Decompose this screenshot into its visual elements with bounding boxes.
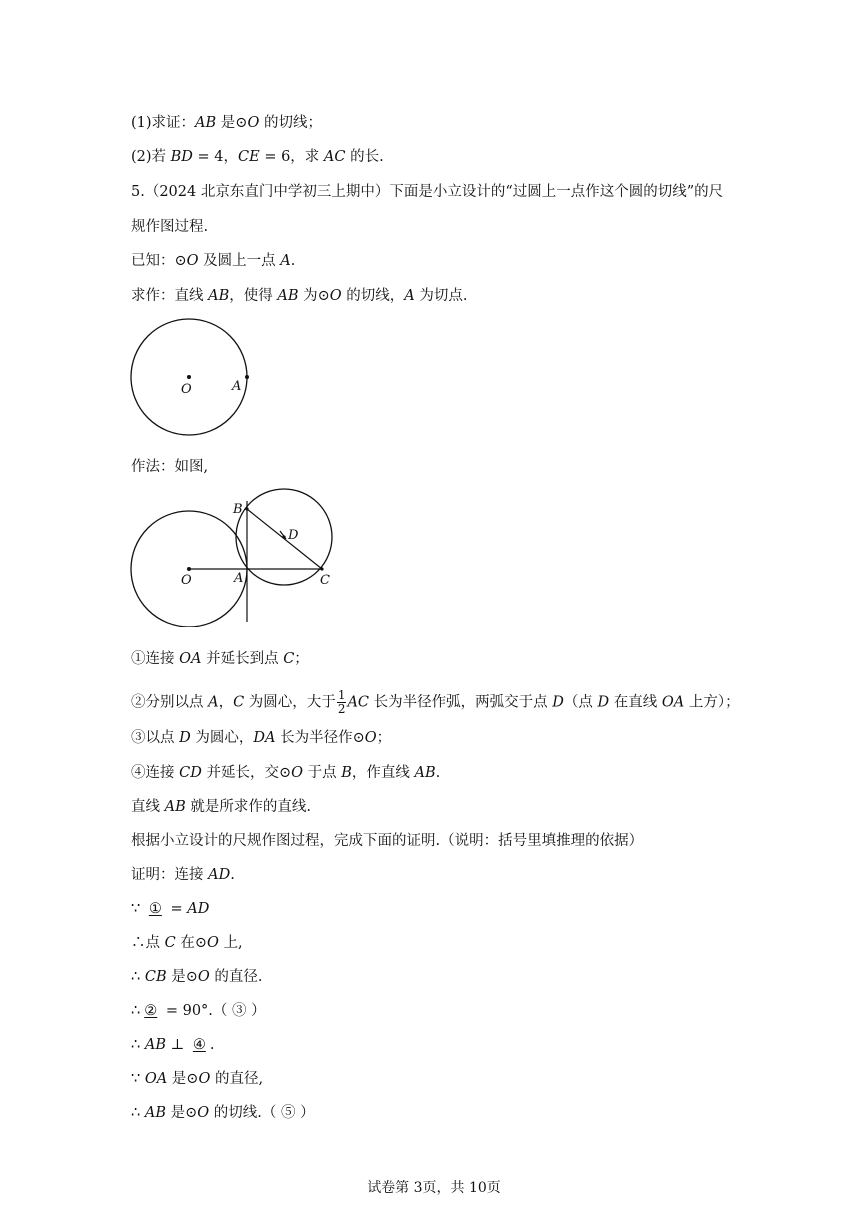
text: . — [230, 867, 235, 883]
text: ②分别以点 — [131, 694, 209, 711]
text: 就是所求作的直线. — [185, 799, 311, 815]
var: AB — [195, 115, 217, 131]
text: 是⊙ — [166, 969, 198, 985]
label-a: A — [232, 379, 242, 394]
text: 的切线.（ ⑤ ） — [209, 1105, 315, 1121]
text: 在⊙ — [175, 935, 207, 951]
text: 是⊙ — [167, 1071, 199, 1087]
proof-line-8 — [131, 1103, 315, 1123]
blank-2: ② — [144, 1003, 158, 1019]
var: AD — [187, 901, 210, 917]
text: 的长. — [345, 149, 384, 165]
var: AB — [208, 288, 230, 304]
blank-1: ① — [148, 901, 162, 917]
text: . — [209, 1037, 215, 1053]
text: ∴ — [131, 1105, 145, 1121]
given-line — [131, 251, 295, 271]
text: 是⊙ — [165, 1105, 198, 1121]
step-3 — [131, 728, 391, 748]
figure-1-circle — [125, 312, 265, 442]
text: 长为半径作⊙ — [275, 730, 365, 746]
var: O — [206, 935, 219, 951]
text: 为切点. — [414, 288, 468, 304]
var: C — [283, 651, 295, 667]
construct-goal-line — [131, 286, 467, 306]
text: 的直径. — [209, 969, 263, 985]
text: ①连接 — [131, 651, 180, 667]
proof-line-2 — [131, 899, 209, 919]
var: AB — [144, 1105, 166, 1121]
text: 长为半径作弧，两弧交于点 — [369, 694, 553, 711]
point-a — [245, 375, 249, 379]
text: . — [435, 765, 441, 781]
var: O — [197, 1105, 210, 1121]
text: ∴点 — [131, 935, 165, 951]
text: ④连接 — [131, 765, 180, 781]
label-o: O — [181, 382, 192, 397]
fraction-numerator: 1 — [337, 688, 346, 702]
proof-line-6 — [131, 1035, 214, 1055]
proof-line-4 — [131, 967, 262, 987]
text: ③以点 — [131, 730, 180, 746]
question-5-title-cont: 规作图过程. — [131, 219, 209, 235]
label-b: B — [233, 502, 243, 517]
point-o — [187, 375, 191, 379]
text: ∴ — [131, 969, 145, 985]
point-o — [187, 567, 191, 571]
question-part-2 — [131, 147, 384, 167]
text: ∴ — [131, 1003, 141, 1019]
proof-line-5 — [131, 1001, 266, 1021]
question-part-1 — [131, 113, 322, 133]
text: 是⊙ — [216, 115, 248, 131]
var: D — [179, 730, 191, 746]
text: 已知：⊙ — [131, 253, 187, 269]
var: O — [197, 969, 210, 985]
text: 并延长，交⊙ — [201, 765, 292, 781]
text: ∵ — [131, 1071, 145, 1087]
text: 于点 — [303, 765, 342, 781]
proof-line-7 — [131, 1069, 263, 1089]
var: AB — [164, 799, 186, 815]
text: ∴ — [131, 1037, 145, 1053]
point-c — [320, 567, 323, 570]
var: O — [364, 730, 377, 746]
text: 及圆上一点 — [198, 253, 281, 269]
text: （点 — [563, 694, 598, 711]
var: CB — [144, 969, 167, 985]
var: O — [198, 1071, 211, 1087]
step-1 — [131, 649, 309, 669]
var: CE — [238, 149, 260, 165]
proof-instruction: 根据小立设计的尺规作图过程，完成下面的证明.（说明：括号里填推理的依据） — [131, 833, 644, 849]
proof-line-1 — [131, 865, 235, 885]
text: = 6，求 — [259, 149, 324, 165]
line-bc — [247, 509, 322, 569]
label-a: A — [234, 571, 244, 586]
var: D — [597, 694, 610, 711]
text: 并延长到点 — [201, 651, 284, 667]
var: D — [552, 694, 564, 711]
var: OA — [144, 1071, 168, 1087]
question-5-title: 5.（2024 北京东直门中学初三上期中）下面是小立设计的“过圆上一点作这个圆的切线”的尺 — [131, 184, 724, 200]
figure-2-construction — [125, 487, 340, 627]
point-b — [245, 507, 248, 510]
var: OA — [179, 651, 202, 667]
var: BD — [170, 149, 193, 165]
var: OA — [661, 694, 685, 711]
text: ，作直线 — [351, 765, 415, 781]
var: AC — [347, 694, 370, 711]
step-conclusion — [131, 797, 311, 817]
step-4 — [131, 763, 440, 783]
var: O — [329, 288, 342, 304]
var: C — [233, 694, 245, 711]
text: 上方）； — [684, 694, 740, 711]
fraction-denominator: 2 — [337, 702, 346, 716]
text: 直线 — [131, 799, 165, 815]
text: 的直径, — [210, 1071, 264, 1087]
text: ， — [218, 694, 234, 711]
text: 在直线 — [609, 694, 662, 711]
var: B — [341, 765, 352, 781]
page-footer: 试卷第 3页，共 10页 — [367, 1180, 501, 1196]
text: = 4， — [192, 149, 239, 165]
text: 的切线； — [259, 115, 322, 131]
label-o: O — [181, 573, 192, 588]
var: O — [247, 115, 260, 131]
var: C — [164, 935, 176, 951]
blank-4: ④ — [192, 1037, 206, 1053]
var: DA — [253, 730, 276, 746]
label-c: C — [320, 573, 330, 588]
point-d — [282, 535, 285, 538]
text: = — [165, 901, 188, 917]
var: AB — [277, 288, 299, 304]
text: 证明：连接 — [131, 867, 209, 883]
var: A — [208, 694, 219, 711]
var: A — [404, 288, 415, 304]
text: ∵ — [131, 901, 145, 917]
text: 为⊙ — [298, 288, 330, 304]
proof-line-3 — [131, 933, 243, 953]
text: ； — [376, 730, 392, 746]
text: (2)若 — [131, 149, 171, 165]
var: A — [280, 253, 291, 269]
label-d: D — [288, 528, 299, 543]
var: CD — [179, 765, 202, 781]
var: AD — [208, 867, 231, 883]
var: O — [291, 765, 303, 781]
text: = 90°.（ ③ ） — [161, 1003, 266, 1019]
text: ⊥ — [165, 1037, 189, 1053]
text: 上, — [218, 935, 243, 951]
var: AB — [144, 1037, 166, 1053]
method-heading: 作法：如图, — [131, 459, 209, 475]
step-2 — [131, 689, 740, 716]
var: O — [186, 253, 199, 269]
text: (1)求证： — [131, 115, 196, 131]
text: ，使得 — [229, 288, 278, 304]
var: AC — [323, 149, 346, 165]
text: ； — [294, 651, 309, 667]
text: 的切线， — [341, 288, 405, 304]
text: 为圆心，大于 — [244, 694, 336, 711]
fraction-half — [337, 689, 347, 716]
text: 求作：直线 — [131, 288, 209, 304]
text: . — [290, 253, 296, 269]
var: AB — [414, 765, 436, 781]
text: 为圆心， — [190, 730, 254, 746]
